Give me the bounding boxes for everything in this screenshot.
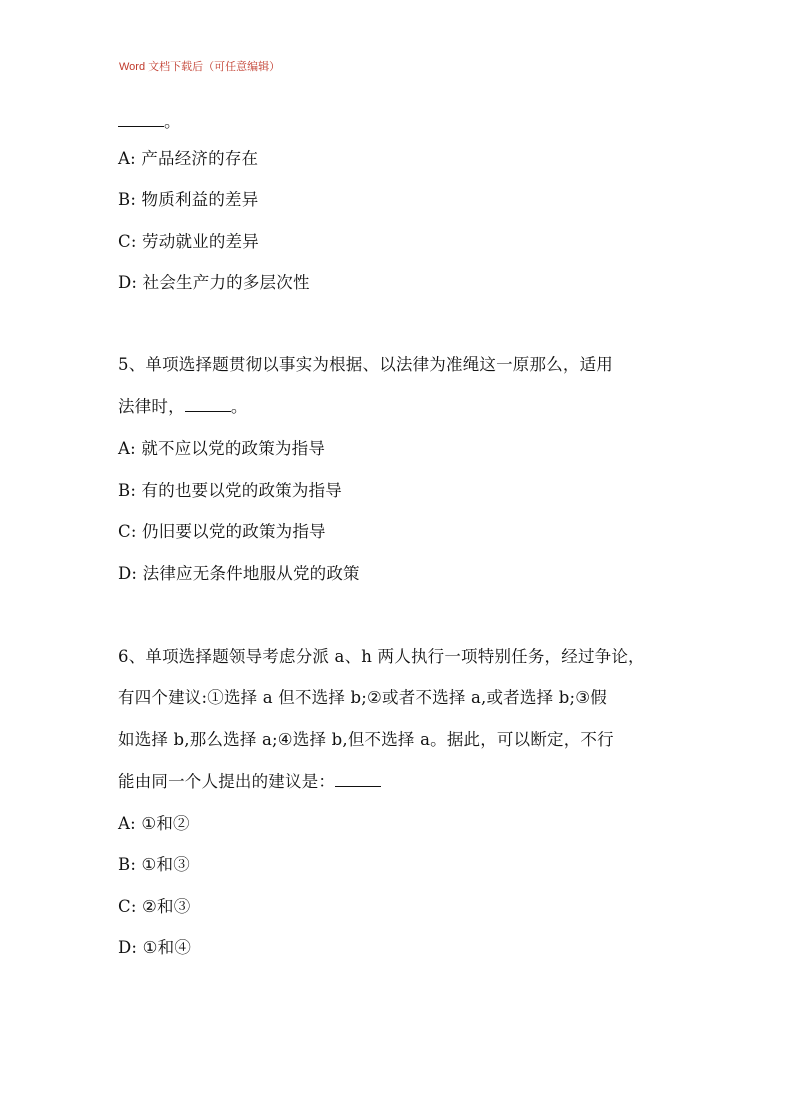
q5-option-b (118, 479, 342, 503)
option-letter: D: (118, 938, 138, 957)
q5-option-d (118, 562, 360, 586)
q4-option-c (118, 230, 259, 254)
option-text: ①和② (141, 814, 190, 833)
q6-option-d (118, 936, 191, 960)
option-letter: D: (118, 273, 138, 292)
q6-option-a (118, 812, 190, 836)
option-letter: C: (118, 232, 137, 251)
q6-stem-line-4 (118, 770, 381, 794)
option-letter: C: (118, 897, 137, 916)
q6-stem-line-2: 有四个建议:①选择 a 但不选择 b;②或者不选择 a,或者选择 b;③假 (118, 688, 607, 707)
q6-stem-line-1: 6、单项选择题领导考虑分派 a、h 两人执行一项特别任务，经过争论， (118, 647, 645, 666)
option-letter: A: (118, 439, 136, 458)
q5-stem-line-1: 5、单项选择题贯彻以事实为根据、以法律为准绳这一原那么，适用 (118, 355, 613, 374)
option-text: ②和③ (142, 897, 191, 916)
option-text: 有的也要以党的政策为指导 (141, 481, 342, 500)
answer-blank (118, 110, 164, 127)
option-letter: B: (118, 481, 137, 500)
answer-blank (335, 770, 381, 787)
option-text: 物质利益的差异 (141, 190, 259, 209)
q5-stem-line-2 (118, 395, 248, 419)
option-letter: A: (118, 149, 136, 168)
option-letter: D: (118, 564, 138, 583)
q6-stem-line-4-text: 能由同一个人提出的建议是： (118, 772, 336, 791)
option-letter: B: (118, 190, 137, 209)
q5-stem-line-2-text: 法律时， (118, 397, 185, 416)
q4-stem-tail (118, 110, 181, 134)
option-text: 仍旧要以党的政策为指导 (142, 522, 326, 541)
option-text: 法律应无条件地服从党的政策 (142, 564, 360, 583)
option-letter: C: (118, 522, 137, 541)
q6-stem-line-3: 如选择 b,那么选择 a;④选择 b,但不选择 a。据此，可以断定，不行 (118, 730, 614, 749)
option-text: 劳动就业的差异 (142, 232, 259, 251)
option-text: ①和③ (141, 855, 190, 874)
option-letter: B: (118, 855, 137, 874)
q6-option-c (118, 895, 190, 919)
q4-stem-punct: 。 (164, 112, 181, 131)
q5-stem-punct: 。 (230, 397, 248, 416)
q6-option-b (118, 853, 190, 877)
q5-option-a (118, 437, 325, 461)
option-text: ①和④ (142, 938, 192, 957)
q4-option-d (118, 271, 310, 295)
option-text: 社会生产力的多层次性 (142, 273, 310, 292)
header-note: Word 文档下载后（可任意编辑） (119, 61, 281, 73)
option-text: 就不应以党的政策为指导 (141, 439, 326, 458)
option-letter: A: (118, 814, 136, 833)
q4-option-a (118, 147, 258, 171)
q4-option-b (118, 188, 258, 212)
answer-blank (185, 395, 231, 412)
q5-option-c (118, 520, 326, 544)
option-text: 产品经济的存在 (141, 149, 259, 168)
